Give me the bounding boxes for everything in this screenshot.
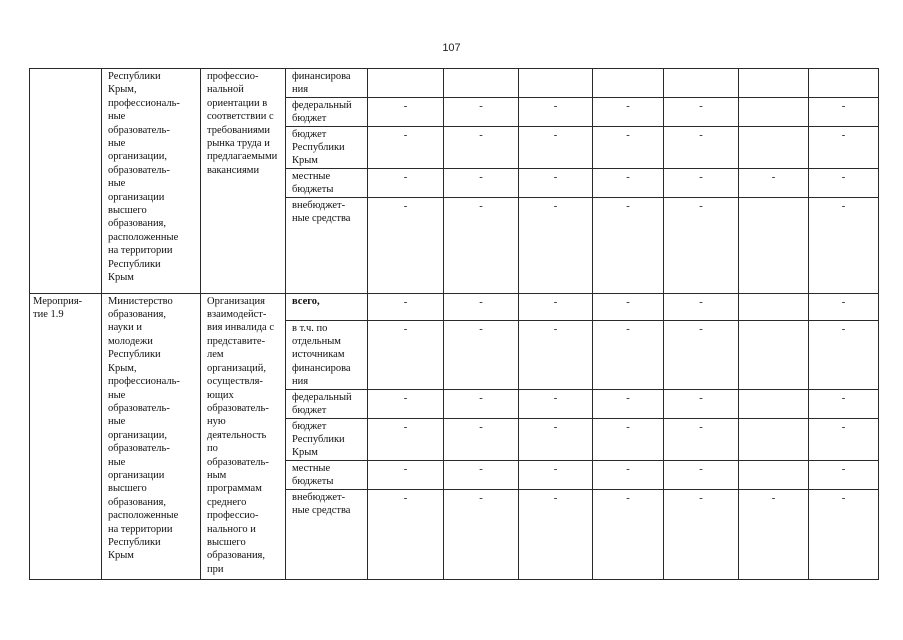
value-cell: - — [444, 460, 519, 489]
value-cell: - — [519, 418, 593, 460]
value-cell: - — [519, 97, 593, 126]
value-cell: - — [593, 489, 664, 579]
value-cell — [368, 69, 444, 98]
value-cell: - — [664, 320, 739, 389]
value-cell: - — [664, 168, 739, 197]
funding-source-cell: местные бюджеты — [286, 168, 368, 197]
funding-source-cell: в т.ч. по отдельным источникам финансирова ния — [286, 320, 368, 389]
value-cell: - — [809, 97, 879, 126]
value-cell: - — [664, 389, 739, 418]
value-cell — [739, 97, 809, 126]
value-cell: - — [444, 320, 519, 389]
value-cell: - — [664, 460, 739, 489]
value-cell: - — [593, 197, 664, 293]
value-cell: - — [368, 197, 444, 293]
value-cell: - — [444, 126, 519, 168]
value-cell: - — [444, 418, 519, 460]
content-cell: Организация взаимодейст- вия инвалида с представите- лем организаций, осуществля- ющих образователь- ную деятельность по образователь- ным программам среднего профессио- нального и высшего образования, при — [201, 293, 286, 579]
value-cell: - — [664, 126, 739, 168]
value-cell: - — [368, 293, 444, 320]
value-cell: - — [809, 168, 879, 197]
value-cell: - — [739, 168, 809, 197]
value-cell — [739, 293, 809, 320]
value-cell — [739, 320, 809, 389]
value-cell: - — [444, 197, 519, 293]
value-cell: - — [519, 126, 593, 168]
value-cell: - — [593, 293, 664, 320]
funding-source-cell: всего, — [286, 293, 368, 320]
value-cell: - — [809, 389, 879, 418]
value-cell: - — [368, 168, 444, 197]
value-cell: - — [368, 126, 444, 168]
value-cell: - — [809, 460, 879, 489]
value-cell: - — [368, 320, 444, 389]
value-cell: - — [444, 389, 519, 418]
value-cell: - — [519, 389, 593, 418]
table-row — [30, 69, 879, 98]
funding-source-cell: финансирова ния — [286, 69, 368, 98]
value-cell: - — [593, 389, 664, 418]
value-cell — [664, 69, 739, 98]
value-cell: - — [664, 418, 739, 460]
value-cell — [739, 197, 809, 293]
activity-cell — [30, 69, 102, 294]
value-cell: - — [809, 197, 879, 293]
value-cell — [444, 69, 519, 98]
executor-cell: Министерство образования, науки и молодежи Республики Крым, профессиональ- ные образователь- ные организации, образователь- ные организации высшего образования, расположенные на территории Республики Крым — [102, 293, 201, 579]
value-cell: - — [809, 418, 879, 460]
funding-source-cell: местные бюджеты — [286, 460, 368, 489]
value-cell: - — [739, 489, 809, 579]
value-cell: - — [809, 293, 879, 320]
activity-cell: Мероприя- тие 1.9 — [30, 293, 102, 579]
value-cell: - — [444, 293, 519, 320]
value-cell: - — [664, 489, 739, 579]
value-cell: - — [444, 97, 519, 126]
value-cell — [809, 69, 879, 98]
value-cell: - — [519, 320, 593, 389]
program-table — [29, 68, 879, 580]
value-cell — [739, 389, 809, 418]
value-cell — [739, 126, 809, 168]
value-cell: - — [593, 168, 664, 197]
value-cell: - — [593, 320, 664, 389]
value-cell: - — [444, 168, 519, 197]
value-cell: - — [368, 418, 444, 460]
value-cell: - — [519, 168, 593, 197]
funding-source-cell: внебюджет- ные средства — [286, 489, 368, 579]
page-number: 107 — [442, 42, 461, 54]
value-cell: - — [368, 97, 444, 126]
executor-cell: Республики Крым, профессиональ- ные образователь- ные организации, образователь- ные организации высшего образования, расположенные на территории Республики Крым — [102, 69, 201, 294]
table-row — [30, 293, 879, 320]
value-cell: - — [593, 126, 664, 168]
value-cell: - — [519, 293, 593, 320]
value-cell: - — [519, 489, 593, 579]
value-cell — [519, 69, 593, 98]
value-cell: - — [593, 460, 664, 489]
value-cell — [739, 418, 809, 460]
value-cell: - — [519, 460, 593, 489]
funding-source-cell: бюджет Республики Крым — [286, 418, 368, 460]
funding-source-cell: федеральный бюджет — [286, 97, 368, 126]
value-cell — [739, 69, 809, 98]
value-cell — [739, 460, 809, 489]
value-cell: - — [664, 197, 739, 293]
value-cell: - — [368, 460, 444, 489]
value-cell: - — [444, 489, 519, 579]
funding-source-cell: бюджет Республики Крым — [286, 126, 368, 168]
value-cell: - — [368, 489, 444, 579]
value-cell — [593, 69, 664, 98]
value-cell: - — [519, 197, 593, 293]
funding-source-cell: федеральный бюджет — [286, 389, 368, 418]
value-cell: - — [368, 389, 444, 418]
value-cell: - — [593, 418, 664, 460]
value-cell: - — [664, 97, 739, 126]
value-cell: - — [664, 293, 739, 320]
funding-source-cell: внебюджет- ные средства — [286, 197, 368, 293]
value-cell: - — [809, 320, 879, 389]
content-cell: профессио- нальной ориентации в соответствии с требованиями рынка труда и предлагаемыми вакансиями — [201, 69, 286, 294]
value-cell: - — [809, 489, 879, 579]
value-cell: - — [593, 97, 664, 126]
value-cell: - — [809, 126, 879, 168]
